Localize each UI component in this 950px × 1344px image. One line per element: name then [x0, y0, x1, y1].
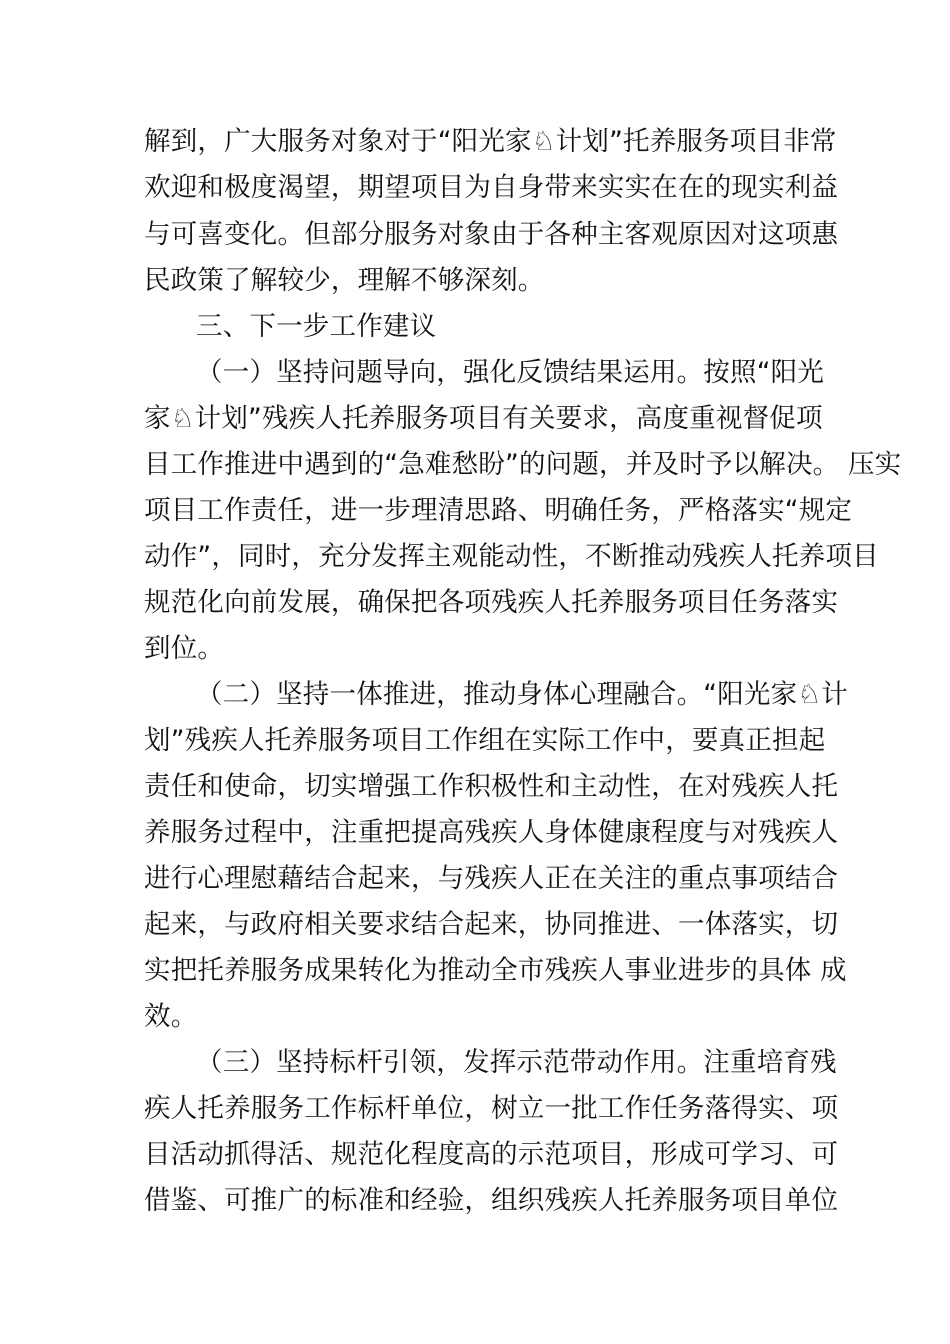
- text-line-8: 目工作推进中遇到的“急难愁盼”的问题，并及时予以解决。 压实: [144, 449, 902, 480]
- text-line-14: 划”残疾人托养服务项目工作组在实际工作中，要真正担起: [144, 725, 826, 756]
- text-line-13: （二）坚持一体推进，推动身体心理融合。“阳光家♘计: [196, 679, 848, 710]
- text-line-21: （三）坚持标杆引领，发挥示范带动作用。注重培育残: [196, 1047, 837, 1078]
- text-line-19: 实把托养服务成果转化为推动全市残疾人事业进步的具体 成: [144, 955, 847, 986]
- text-line-4: 民政策了解较少，理解不够深刻。: [144, 265, 545, 296]
- text-line-22: 疾人托养服务工作标杆单位，树立一批工作任务落得实、项: [144, 1093, 839, 1124]
- text-line-20: 效。: [144, 1001, 198, 1032]
- text-line-3: 与可喜变化。但部分服务对象由于各种主客观原因对这项惠: [144, 219, 839, 250]
- text-line-16: 养服务过程中，注重把提高残疾人身体健康程度与对残疾人: [144, 817, 839, 848]
- section-heading: 三、下一步工作建议: [196, 311, 437, 342]
- text-line-18: 起来，与政府相关要求结合起来，协同推进、一体落实，切: [144, 909, 839, 940]
- text-line-2: 欢迎和极度渴望，期望项目为自身带来实实在在的现实利益: [144, 172, 839, 203]
- text-line-7: 家♘计划”残疾人托养服务项目有关要求，高度重视督促项: [144, 403, 823, 434]
- text-line-6: （一）坚持问题导向，强化反馈结果运用。按照“阳光: [196, 357, 825, 388]
- text-line-1: 解到，广大服务对象对于“阳光家♘计划”托养服务项目非常: [144, 126, 837, 157]
- text-line-17: 进行心理慰藉结合起来，与残疾人正在关注的重点事项结合: [144, 863, 839, 894]
- text-line-23: 目活动抓得活、规范化程度高的示范项目，形成可学习、可: [144, 1139, 839, 1170]
- text-line-24: 借鉴、可推广的标准和经验，组织残疾人托养服务项目单位: [144, 1185, 839, 1216]
- text-line-12: 到位。: [144, 633, 225, 664]
- text-line-11: 规范化向前发展，确保把各项残疾人托养服务项目任务落实: [144, 587, 839, 618]
- text-line-15: 责任和使命，切实增强工作积极性和主动性，在对残疾人托: [144, 771, 839, 802]
- text-line-10: 动作”，同时，充分发挥主观能动性，不断推动残疾人托养项目: [144, 541, 879, 572]
- text-line-9: 项目工作责任，进一步理清思路、明确任务，严格落实“规定: [144, 495, 853, 526]
